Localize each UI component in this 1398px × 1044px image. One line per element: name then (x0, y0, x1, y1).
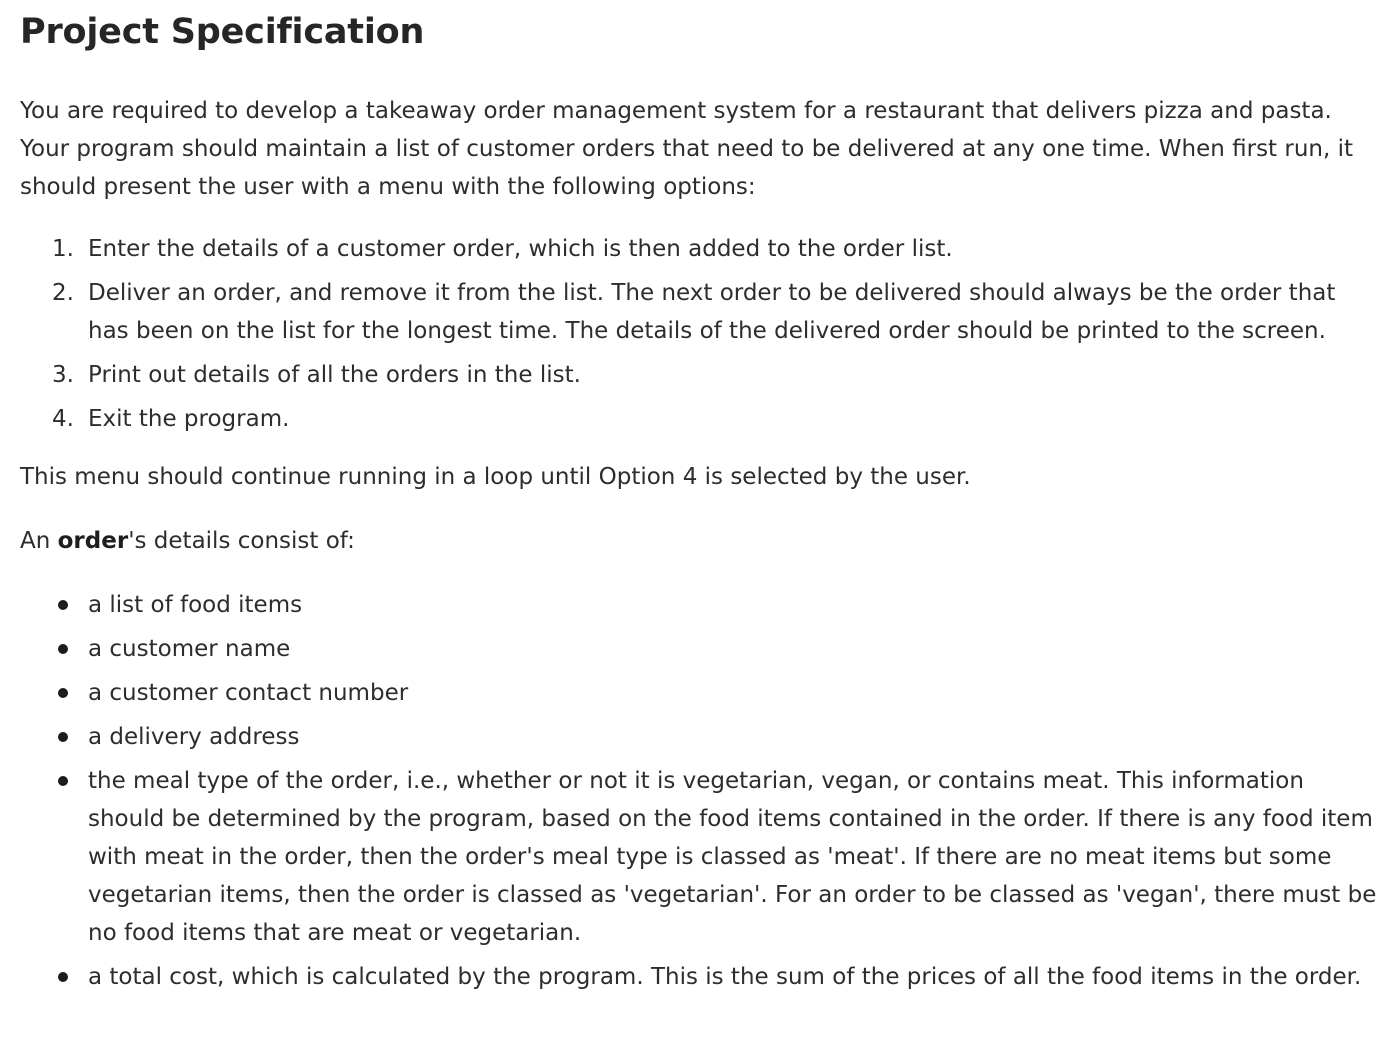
bullet-icon (58, 732, 68, 742)
list-number: 1. (52, 236, 74, 262)
list-item (20, 958, 1378, 996)
list-item-text: a list of food items (88, 592, 303, 618)
list-item (20, 586, 1378, 624)
list-item-text: Enter the details of a customer order, which is then added to the order list. (88, 236, 953, 262)
list-item (20, 230, 1378, 268)
bullet-icon (58, 644, 68, 654)
page-title: Project Specification (20, 12, 425, 52)
list-item (20, 762, 1378, 952)
bullet-icon (58, 972, 68, 982)
bullet-icon (58, 600, 68, 610)
loop-note-paragraph: This menu should continue running in a loop until Option 4 is selected by the user. (20, 464, 971, 490)
intro-paragraph: You are required to develop a takeaway order management system for a restaurant that delivers pizza and pasta. Your program should maintain a list of customer orders that need to be delivered at any one time. When first run, it should present the user with a menu with the following options: (20, 98, 1354, 200)
list-number: 3. (52, 362, 74, 388)
order-intro-suffix: 's details consist of: (128, 528, 355, 554)
list-number: 4. (52, 406, 74, 432)
list-item (20, 674, 1378, 712)
list-item (20, 630, 1378, 668)
list-item-text: a customer contact number (88, 680, 409, 706)
bullet-icon (58, 776, 68, 786)
list-item-text: Print out details of all the orders in the list. (88, 362, 581, 388)
list-item-text: a delivery address (88, 724, 300, 750)
list-item-text: the meal type of the order, i.e., whether or not it is vegetarian, vegan, or contains meat. This information should be determined by the program, based on the food items contained in the order. If there is any food item with meat in the order, then the order's meal type is classed as 'meat'. If there are no meat items but some vegetarian items, then the order is classed as 'vegetarian'. For an order to be classed as 'vegan', there must be no food items that are meat or vegetarian. (88, 768, 1377, 946)
menu-options-list (20, 230, 1378, 438)
list-item-text: Exit the program. (88, 406, 290, 432)
order-intro-prefix: An (20, 528, 58, 554)
list-item (20, 718, 1378, 756)
order-details-list (20, 586, 1378, 996)
list-number: 2. (52, 280, 74, 306)
bullet-icon (58, 688, 68, 698)
list-item (20, 274, 1378, 350)
list-item-text: a total cost, which is calculated by the program. This is the sum of the prices of all the food items in the order. (88, 964, 1362, 990)
list-item-text: a customer name (88, 636, 291, 662)
order-intro-paragraph (20, 522, 1378, 560)
list-item-text: Deliver an order, and remove it from the list. The next order to be delivered should always be the order that has been on the list for the longest time. The details of the delivered order should be printed to the screen. (88, 280, 1336, 344)
list-item (20, 356, 1378, 394)
list-item (20, 400, 1378, 438)
order-keyword: order (57, 528, 129, 554)
